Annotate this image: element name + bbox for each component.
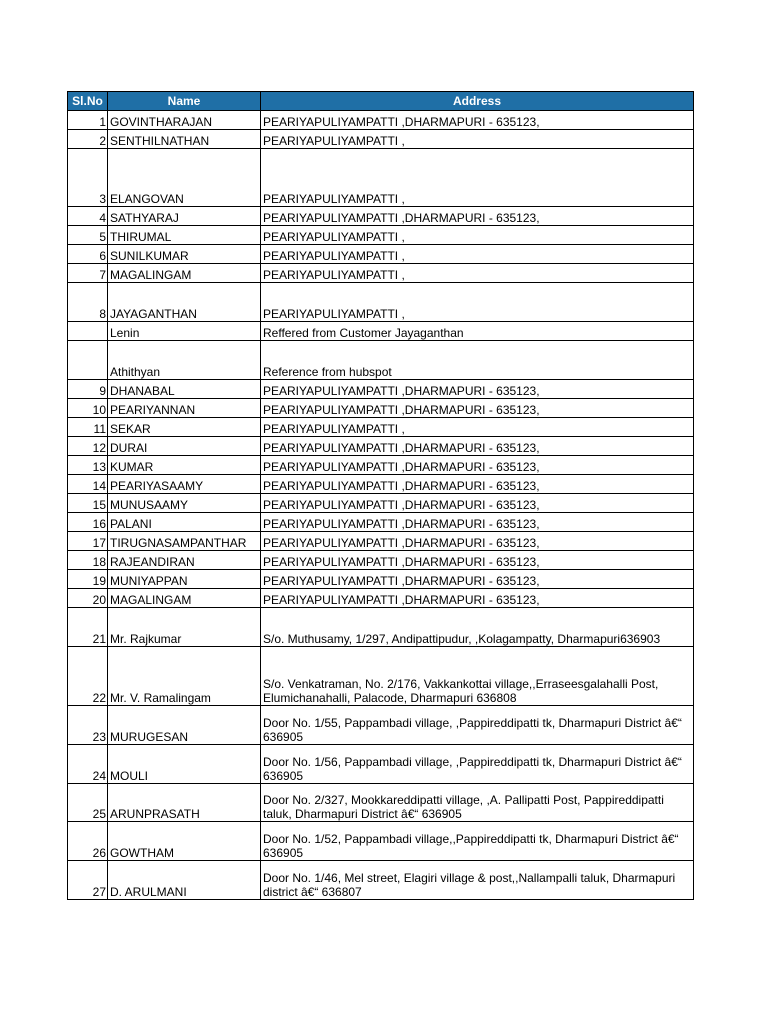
sl-no-cell: 4 — [68, 207, 108, 226]
table-row — [68, 130, 694, 149]
table-row — [68, 532, 694, 551]
table-row — [68, 149, 694, 207]
address-cell: Door No. 1/56, Pappambadi village, ,Pappireddipatti tk, Dharmapuri District â€“ 636905 — [261, 745, 694, 784]
sl-no-cell: 8 — [68, 283, 108, 322]
sl-no-cell: 16 — [68, 513, 108, 532]
name-cell: MUNUSAAMY — [108, 494, 261, 513]
name-cell: SUNILKUMAR — [108, 245, 261, 264]
table-row — [68, 264, 694, 283]
table-row — [68, 418, 694, 437]
name-cell: THIRUMAL — [108, 226, 261, 245]
table-row — [68, 475, 694, 494]
name-cell: JAYAGANTHAN — [108, 283, 261, 322]
table-row — [68, 745, 694, 784]
name-cell: MAGALINGAM — [108, 589, 261, 608]
address-cell: PEARIYAPULIYAMPATTI ,DHARMAPURI - 635123, — [261, 111, 694, 130]
sl-no-cell: 12 — [68, 437, 108, 456]
name-cell: MUNIYAPPAN — [108, 570, 261, 589]
address-cell: PEARIYAPULIYAMPATTI , — [261, 149, 694, 207]
name-cell: Mr. Rajkumar — [108, 608, 261, 647]
sl-no-cell: 11 — [68, 418, 108, 437]
address-cell: PEARIYAPULIYAMPATTI , — [261, 264, 694, 283]
address-cell: PEARIYAPULIYAMPATTI ,DHARMAPURI - 635123, — [261, 494, 694, 513]
table-row — [68, 226, 694, 245]
sl-no-cell: 14 — [68, 475, 108, 494]
address-cell: PEARIYAPULIYAMPATTI ,DHARMAPURI - 635123, — [261, 399, 694, 418]
table-row — [68, 570, 694, 589]
header-row — [68, 92, 694, 111]
address-cell: PEARIYAPULIYAMPATTI ,DHARMAPURI - 635123, — [261, 475, 694, 494]
table-row — [68, 437, 694, 456]
address-cell: S/o. Muthusamy, 1/297, Andipattipudur, ,Kolagampatty, Dharmapuri636903 — [261, 608, 694, 647]
sl-no-cell: 23 — [68, 706, 108, 745]
address-cell: PEARIYAPULIYAMPATTI ,DHARMAPURI - 635123, — [261, 513, 694, 532]
table-row — [68, 706, 694, 745]
address-cell: PEARIYAPULIYAMPATTI , — [261, 226, 694, 245]
table-row — [68, 207, 694, 226]
sl-no-cell: 15 — [68, 494, 108, 513]
sl-no-cell: 13 — [68, 456, 108, 475]
address-cell: Door No. 2/327, Mookkareddipatti village, ,A. Pallipatti Post, Pappireddipatti taluk, Dharmapuri District â€“ 636905 — [261, 784, 694, 822]
name-cell: PALANI — [108, 513, 261, 532]
address-cell: PEARIYAPULIYAMPATTI ,DHARMAPURI - 635123, — [261, 589, 694, 608]
sl-no-cell: 3 — [68, 149, 108, 207]
sl-no-cell: 26 — [68, 822, 108, 861]
address-cell: Door No. 1/46, Mel street, Elagiri village & post,,Nallampalli taluk, Dharmapuri district â€“ 636807 — [261, 861, 694, 900]
name-cell: GOWTHAM — [108, 822, 261, 861]
address-cell: PEARIYAPULIYAMPATTI ,DHARMAPURI - 635123, — [261, 207, 694, 226]
table-row — [68, 608, 694, 647]
name-cell: Mr. V. Ramalingam — [108, 647, 261, 706]
sl-no-cell: 7 — [68, 264, 108, 283]
name-cell: SEKAR — [108, 418, 261, 437]
table-row — [68, 861, 694, 900]
address-cell: PEARIYAPULIYAMPATTI ,DHARMAPURI - 635123, — [261, 570, 694, 589]
table-row — [68, 784, 694, 822]
address-cell: PEARIYAPULIYAMPATTI ,DHARMAPURI - 635123, — [261, 551, 694, 570]
name-cell: GOVINTHARAJAN — [108, 111, 261, 130]
table-row — [68, 283, 694, 322]
name-cell: MURUGESAN — [108, 706, 261, 745]
name-cell: DURAI — [108, 437, 261, 456]
name-cell: MOULI — [108, 745, 261, 784]
table-row — [68, 341, 694, 380]
name-cell: SENTHILNATHAN — [108, 130, 261, 149]
address-cell: PEARIYAPULIYAMPATTI ,DHARMAPURI - 635123, — [261, 532, 694, 551]
address-cell: Reference from hubspot — [261, 341, 694, 380]
table-row — [68, 589, 694, 608]
name-cell: Athithyan — [108, 341, 261, 380]
sl-no-cell: 6 — [68, 245, 108, 264]
sl-no-cell: 17 — [68, 532, 108, 551]
sl-no-cell: 20 — [68, 589, 108, 608]
address-cell: PEARIYAPULIYAMPATTI ,DHARMAPURI - 635123, — [261, 380, 694, 399]
name-cell: PEARIYASAAMY — [108, 475, 261, 494]
table-row — [68, 494, 694, 513]
table-row — [68, 551, 694, 570]
address-cell: PEARIYAPULIYAMPATTI , — [261, 130, 694, 149]
address-cell: S/o. Venkatraman, No. 2/176, Vakkankottai village,,Erraseesgalahalli Post, Elumichanahalli, Palacode, Dharmapuri 636808 — [261, 647, 694, 706]
table-row — [68, 647, 694, 706]
sl-no-cell: 21 — [68, 608, 108, 647]
name-cell: RAJEANDIRAN — [108, 551, 261, 570]
address-cell: PEARIYAPULIYAMPATTI , — [261, 245, 694, 264]
header-sl-no: Sl.No — [68, 92, 108, 111]
address-cell: Door No. 1/55, Pappambadi village, ,Pappireddipatti tk, Dharmapuri District â€“ 636905 — [261, 706, 694, 745]
customer-address-table — [67, 91, 694, 900]
name-cell: SATHYARAJ — [108, 207, 261, 226]
address-cell: PEARIYAPULIYAMPATTI , — [261, 418, 694, 437]
name-cell: MAGALINGAM — [108, 264, 261, 283]
name-cell: TIRUGNASAMPANTHAR — [108, 532, 261, 551]
sl-no-cell: 2 — [68, 130, 108, 149]
table-row — [68, 380, 694, 399]
sl-no-cell: 10 — [68, 399, 108, 418]
sl-no-cell — [68, 322, 108, 341]
header-address: Address — [261, 92, 694, 111]
address-cell: PEARIYAPULIYAMPATTI ,DHARMAPURI - 635123, — [261, 437, 694, 456]
sl-no-cell: 24 — [68, 745, 108, 784]
header-name: Name — [108, 92, 261, 111]
table-row — [68, 245, 694, 264]
sl-no-cell: 22 — [68, 647, 108, 706]
table-row — [68, 456, 694, 475]
table-row — [68, 322, 694, 341]
address-cell: PEARIYAPULIYAMPATTI , — [261, 283, 694, 322]
sl-no-cell: 1 — [68, 111, 108, 130]
table-row — [68, 822, 694, 861]
sl-no-cell: 5 — [68, 226, 108, 245]
name-cell: KUMAR — [108, 456, 261, 475]
address-cell: Reffered from Customer Jayaganthan — [261, 322, 694, 341]
sl-no-cell: 9 — [68, 380, 108, 399]
table-row — [68, 399, 694, 418]
sl-no-cell: 18 — [68, 551, 108, 570]
sl-no-cell: 25 — [68, 784, 108, 822]
table-row — [68, 111, 694, 130]
table-row — [68, 513, 694, 532]
name-cell: PEARIYANNAN — [108, 399, 261, 418]
name-cell: D. ARULMANI — [108, 861, 261, 900]
sl-no-cell — [68, 341, 108, 380]
sl-no-cell: 27 — [68, 861, 108, 900]
name-cell: ARUNPRASATH — [108, 784, 261, 822]
sl-no-cell: 19 — [68, 570, 108, 589]
name-cell: ELANGOVAN — [108, 149, 261, 207]
name-cell: Lenin — [108, 322, 261, 341]
address-cell: Door No. 1/52, Pappambadi village,,Pappireddipatti tk, Dharmapuri District â€“ 636905 — [261, 822, 694, 861]
name-cell: DHANABAL — [108, 380, 261, 399]
address-cell: PEARIYAPULIYAMPATTI ,DHARMAPURI - 635123, — [261, 456, 694, 475]
